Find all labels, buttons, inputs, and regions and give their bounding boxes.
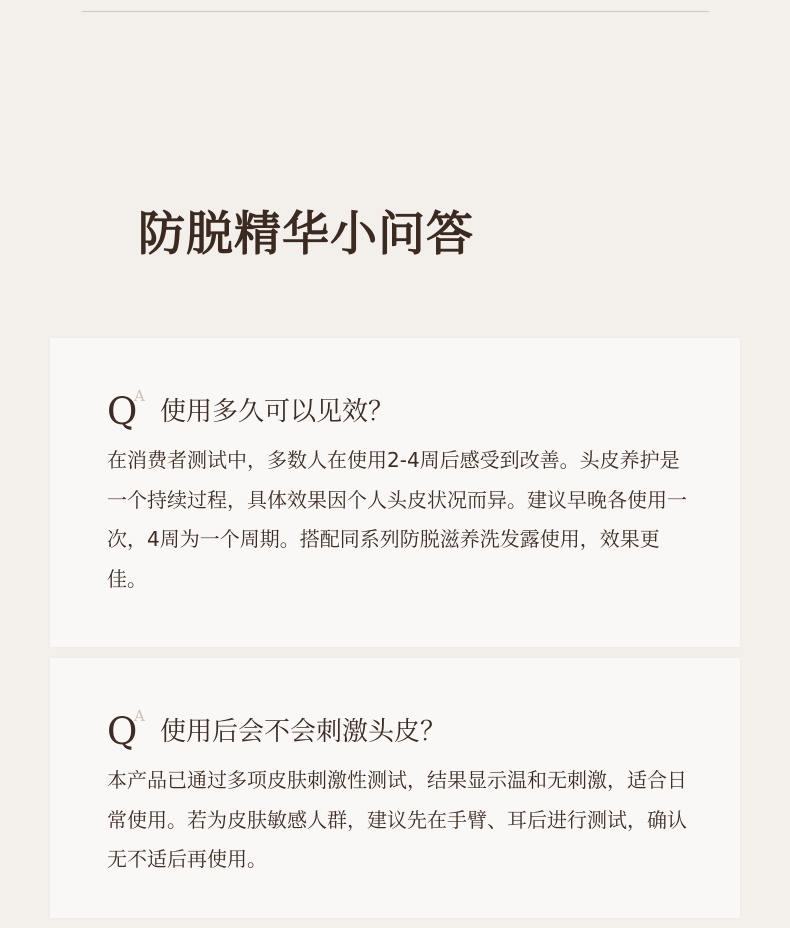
q-letter: Q — [107, 710, 138, 753]
faq-question: 使用后会不会刺激头皮？ — [160, 717, 447, 747]
faq-question: 使用多久可以见效？ — [160, 397, 395, 427]
page-title: 防脱精华小问答 — [138, 207, 474, 262]
qa-mark — [107, 707, 153, 760]
faq-card — [50, 658, 740, 918]
faq-answer: 本产品已通过多项皮肤刺激性测试，结果显示温和无刺激，适合日常使用。若为皮肤敏感人群，建议先在手臂、耳后进行测试，确认无不适后再使用。 — [107, 768, 687, 871]
top-divider — [82, 11, 709, 12]
qa-mark — [107, 387, 153, 440]
a-letter: A — [134, 387, 145, 405]
faq-answer: 在消费者测试中，多数人在使用2-4周后感受到改善。头皮养护是一个持续过程，具体效果因个人头皮状况而异。建议早晚各使用一次，4周为一个周期。搭配同系列防脱滋养洗发露使用，效果更佳。 — [107, 448, 687, 591]
a-letter: A — [134, 707, 145, 725]
faq-card — [50, 338, 740, 647]
q-letter: Q — [107, 390, 138, 433]
